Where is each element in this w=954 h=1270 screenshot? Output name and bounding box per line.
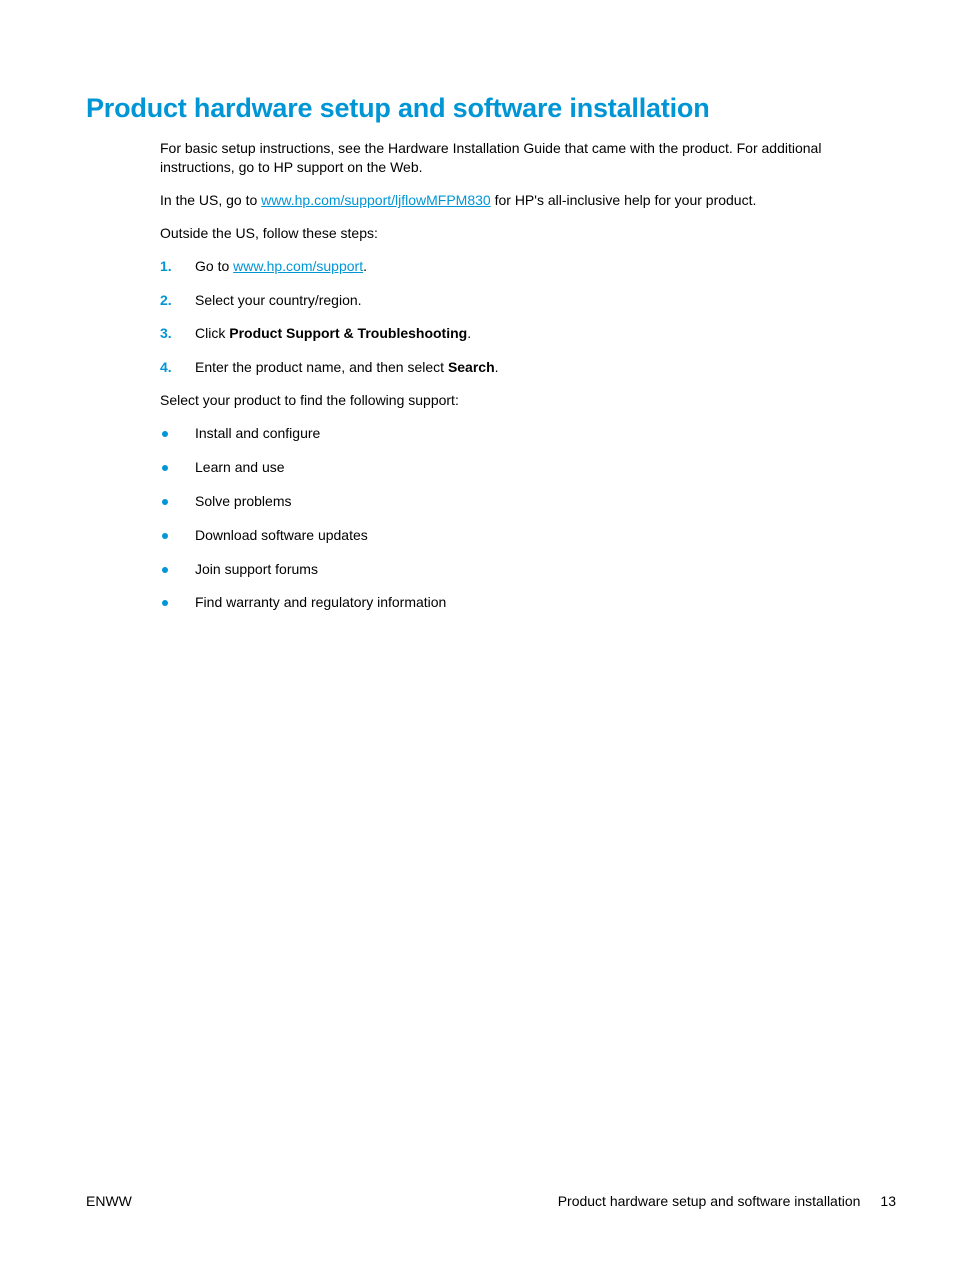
support-list-item [160,526,880,545]
support-list [160,424,880,612]
hp-support-link[interactable]: www.hp.com/support [233,258,364,274]
bullet-icon [162,431,168,437]
step-text-end: . [363,258,367,274]
support-item-label: Find warranty and regulatory information [195,594,447,611]
support-item-label: Solve problems [195,492,292,509]
support-item-label: Join support forums [195,560,318,577]
bullet-icon [162,567,168,573]
support-list-item [160,560,880,579]
bullet-icon [162,465,168,471]
step-ui-term: Product Support & Troubleshooting [229,325,468,342]
outside-us-paragraph: Outside the US, follow these steps: [160,225,378,241]
step-item-3 [160,324,880,343]
support-intro-paragraph: Select your product to find the following support: [160,392,459,409]
step-text: Go to [195,258,234,274]
step-item-2 [160,291,880,310]
footer-right [558,1192,896,1211]
bullet-icon [162,499,168,505]
bullet-icon [162,600,168,606]
support-list-item [160,424,880,443]
main-content [160,139,880,627]
bullet-icon [162,533,168,539]
intro-paragraph: For basic setup instructions, see the Hardware Installation Guide that came with the product. For additional instructions, go to HP support on the Web. [160,140,822,175]
step-text-end: . [494,358,499,375]
step-item-4 [160,358,880,377]
step-number: 3. [160,325,172,342]
us-support-suffix: for HP's all-inclusive help for your product. [490,192,757,208]
step-number: 1. [160,258,172,274]
support-list-item [160,458,880,477]
steps-list [160,257,880,377]
support-list-item [160,492,880,511]
step-text: Select your country/region. [195,291,362,308]
step-text: Click [195,325,230,342]
support-item-label: Learn and use [195,459,285,476]
us-support-link[interactable]: www.hp.com/support/ljflowMFPM830 [261,192,491,208]
us-support-prefix: In the US, go to [160,192,262,208]
step-ui-term: Search [447,358,495,375]
support-item-label: Install and configure [195,425,321,442]
footer-page-number: 13 [880,1193,896,1209]
page-title: Product hardware setup and software installation [86,93,710,123]
support-list-item [160,593,880,612]
step-item-1 [160,257,880,276]
support-item-label: Download software updates [195,526,368,543]
us-support-paragraph [160,191,880,210]
step-text: Enter the product name, and then select [195,358,448,375]
step-number: 4. [160,358,172,375]
step-text-end: . [467,325,472,342]
footer-section-title: Product hardware setup and software installation [557,1193,861,1209]
step-number: 2. [160,291,172,308]
footer-edition: ENWW [86,1193,132,1209]
